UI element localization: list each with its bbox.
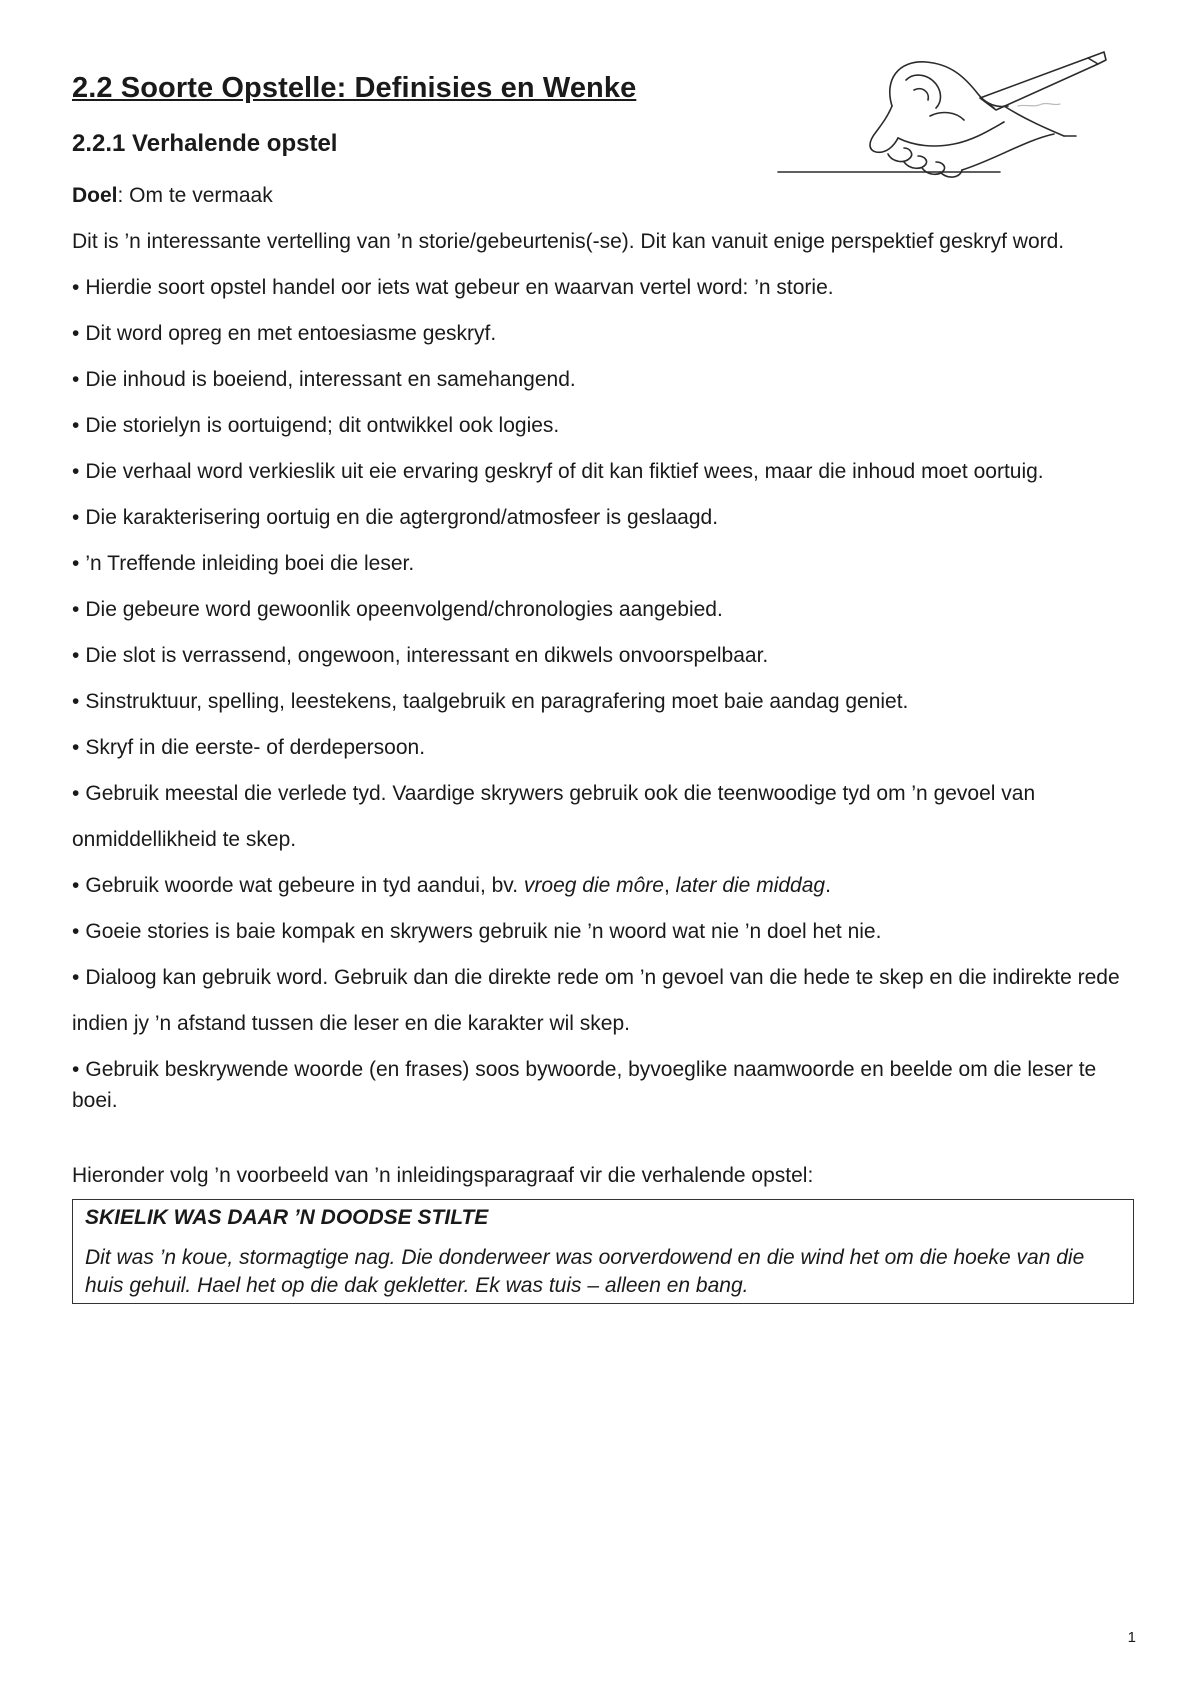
list-item — [72, 594, 1136, 625]
list-item-text: Die karakterisering oortuig en die agtergrond/atmosfeer is geslaagd. — [85, 506, 719, 529]
example-intro: Hieronder volg ’n voorbeeld van ’n inleidingsparagraaf vir die verhalende opstel: — [72, 1164, 814, 1187]
list-item — [72, 272, 1136, 303]
list-item-text: Dialoog kan gebruik word. Gebruik dan die direkte rede om ’n gevoel van die hede te skep en die indirekte rede — [85, 966, 1120, 989]
page-title: 2.2 Soorte Opstelle: Definisies en Wenke — [72, 72, 637, 104]
list-item-text: Die verhaal word verkieslik uit eie ervaring geskryf of dit kan fiktief wees, maar die inhoud moet oortuig. — [85, 460, 1044, 483]
bullet-icon: • — [72, 644, 80, 667]
list-item — [72, 410, 1136, 441]
continuation-line: onmiddellikheid te skep. — [72, 828, 297, 851]
list-item — [72, 778, 1136, 809]
bullet-icon: • — [72, 1058, 80, 1081]
list-item — [72, 916, 1136, 947]
goal-line — [72, 180, 1136, 211]
example-title: SKIELIK WAS DAAR ’N DOODSE STILTE — [85, 1206, 489, 1229]
bullet-icon: • — [72, 414, 80, 437]
list-item-text: Gebruik woorde wat gebeure in tyd aandui, bv. — [85, 874, 524, 897]
bullet-icon: • — [72, 782, 80, 805]
bullet-icon: • — [72, 506, 80, 529]
bullet-icon: • — [72, 552, 80, 575]
goal-text: : Om te vermaak — [117, 184, 273, 207]
list-item-text: Die slot is verrassend, ongewoon, interessant en dikwels onvoorspelbaar. — [85, 644, 769, 667]
list-item-text: Gebruik meestal die verlede tyd. Vaardige skrywers gebruik ook die teenwoodige tyd om ’n gevoel van — [85, 782, 1036, 805]
list-item-text: Die gebeure word gewoonlik opeenvolgend/chronologies aangebied. — [85, 598, 723, 621]
bullet-icon: • — [72, 460, 80, 483]
continuation-line: indien jy ’n afstand tussen die leser en die karakter wil skep. — [72, 1012, 630, 1035]
list-item — [72, 962, 1136, 993]
list-item — [72, 318, 1136, 349]
bullet-icon: • — [72, 736, 80, 759]
list-item — [72, 870, 1136, 901]
bullet-icon: • — [72, 874, 80, 897]
list-item — [72, 548, 1136, 579]
bullet-icon: • — [72, 920, 80, 943]
list-item-text: Gebruik beskrywende woorde (en frases) soos bywoorde, byvoeglike naamwoorde en beelde om die leser te boei. — [72, 1058, 1097, 1112]
list-item-text: Die inhoud is boeiend, interessant en samehangend. — [85, 368, 576, 391]
list-item-text: Skryf in die eerste- of derdepersoon. — [85, 736, 426, 759]
bullet-icon: • — [72, 598, 80, 621]
document-body — [72, 180, 1136, 1304]
list-item — [72, 502, 1136, 533]
example-box — [72, 1199, 1134, 1304]
bullet-icon: • — [72, 276, 80, 299]
list-item-text: Sinstruktuur, spelling, leestekens, taalgebruik en paragrafering moet baie aandag geniet. — [85, 690, 909, 713]
bullet-icon: • — [72, 690, 80, 713]
list-item — [72, 640, 1136, 671]
bullet-icon: • — [72, 322, 80, 345]
time-suffix: . — [825, 874, 831, 897]
list-item — [72, 686, 1136, 717]
list-item-text: ’n Treffende inleiding boei die leser. — [85, 552, 415, 575]
list-item — [72, 732, 1136, 763]
list-item-text: Dit word opreg en met entoesiasme geskryf. — [85, 322, 497, 345]
list-item-text: Die storielyn is oortuigend; dit ontwikkel ook logies. — [85, 414, 560, 437]
intro-paragraph: Dit is ’n interessante vertelling van ’n storie/gebeurtenis(-se). Dit kan vanuit enige perspektief geskryf word. — [72, 230, 1065, 253]
bullet-icon: • — [72, 368, 80, 391]
document-page — [72, 0, 1136, 1696]
time-separator: , — [663, 874, 676, 897]
section-heading: 2.2.1 Verhalende opstel — [72, 130, 338, 157]
goal-label: Doel — [72, 184, 118, 207]
list-item — [72, 456, 1136, 487]
example-text: Dit was ’n koue, stormagtige nag. Die donderweer was oorverdowend en die wind het om die hoeke van die huis gehuil. Hael het op die dak gekletter. Ek was tuis – alleen en bang. — [85, 1246, 1085, 1297]
list-item — [72, 1054, 1136, 1116]
list-item — [72, 364, 1136, 395]
hand-writing-icon — [764, 50, 1184, 196]
bullet-icon: • — [72, 966, 80, 989]
time-example-2: later die middag — [675, 874, 826, 897]
page-number: 1 — [1127, 1629, 1136, 1646]
list-item-text: Goeie stories is baie kompak en skrywers gebruik nie ’n woord wat nie ’n doel het nie. — [85, 920, 882, 943]
list-item-text: Hierdie soort opstel handel oor iets wat gebeur en waarvan vertel word: ’n storie. — [85, 276, 834, 299]
time-example-1: vroeg die môre — [523, 874, 664, 897]
